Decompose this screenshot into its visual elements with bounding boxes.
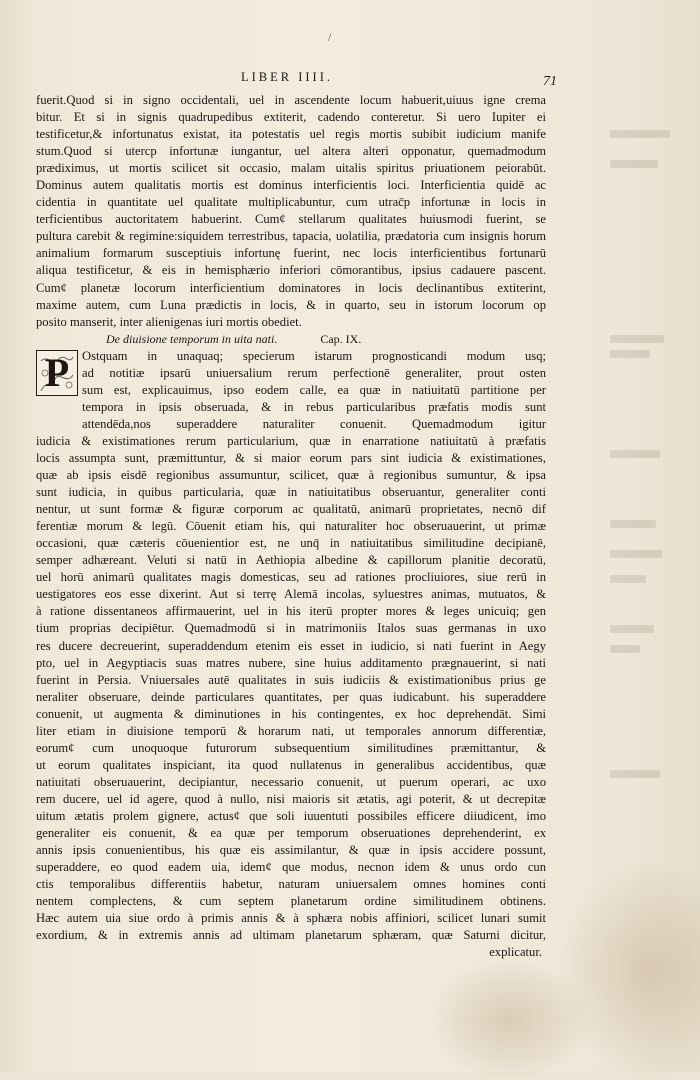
text-line: pultura carebit & regimine:siquidem terrestribus, tapacia, uolatilia, prædatoria cum insignis horum: [36, 229, 546, 244]
text-line: sunt iudicia, in quibus particularia, quæ in natiuitatibus obseruantur, generaliter conti: [36, 485, 546, 500]
text-line: semper adhæreant. Veluti si natū in Aethiopia albedine & capillorum planitie decoratū,: [36, 553, 546, 568]
text-block: [36, 92, 546, 961]
text-line: Dominus autem qualitatis mortis est dominus interficientis loci. Interficientia quidē ac: [36, 178, 546, 193]
text-line: tempora in ipsis obseruada, & in rebus particularibus præfatis modis sunt: [82, 399, 546, 414]
text-line: sum est, explicauimus, ipso eodem calle, ea quæ in natiuitatū partitione per: [82, 382, 546, 397]
text-line: maxime autem, cum Luna prædictis in locis, & in quarto, seu in istorum locorum op: [36, 297, 546, 312]
paragraph-two: [36, 433, 546, 944]
text-line: Hæc autem uia siue ordo à primis annis & à sphæra nobis affiniori, scilicet lunari sumit: [36, 911, 546, 926]
text-line: ctis temporalibus differentiis habetur, naturam uniuersalem omnes homines conti: [36, 877, 546, 892]
text-line: pto, uel in Aegyptiacis suas matres nubere, sine huius additamento prægnauerint, si nati: [36, 655, 546, 670]
text-line: nentur, ut sunt formæ & figuræ corporum ac qualitatū, animarū proprietates, necnō dif: [36, 502, 546, 517]
paragraph-two-opening: [36, 348, 546, 433]
text-line: uitum ætatis prolem gignere, actus¢ que soli iuuentuti possibiles efficere diiudicent, imo: [36, 808, 546, 823]
text-line: neraliter obseruare, deinde particulares quantitates, per quas iudicabunt. his superaddere: [36, 689, 546, 704]
text-line: stum.Quod si utercp infortunæ iungantur, uel altera alteri opponatur, quemadmodum: [36, 144, 546, 159]
initial-block: [36, 348, 546, 433]
paper-stain: [430, 960, 590, 1080]
text-line: uel horū animarū qualitates magis domesticas, seu ad rationes procliuiores, siue rerū in: [36, 570, 546, 585]
text-line: liter etiam in diuisione temporū & horarum nati, ut temporales annorum differentiæ,: [36, 723, 546, 738]
text-line: attendēda,nos superaddere naturaliter conuenit. Quemadmodum igitur: [82, 416, 546, 431]
text-line: generaliter eis conuenit, & ea quæ per temporum obseruationes deprehenderint, ex: [36, 826, 546, 841]
text-line: Cum¢ planetæ locorum interficientium dominatores in locis declinantibus extiterint,: [36, 280, 546, 295]
text-line: eorum¢ cum unoquoque futurorum subsequentium similitudines præmittantur, &: [36, 740, 546, 755]
text-line: locis assumpta sunt, præmittuntur, & si maior eorum pars sint iudicia & existimationes,: [36, 450, 546, 465]
paragraph-one: [36, 92, 546, 331]
pen-mark: /: [328, 30, 332, 44]
text-line: conuenit, ut augmenta & diminutiones in his contingentes, ex hoc deprehendāt. Simi: [36, 706, 546, 721]
folio-number: 71: [543, 74, 557, 89]
text-line: iudicia & existimationes rerum particularium, quæ in enarratione natiuitatū à præfatis: [36, 433, 546, 448]
text-line: rem ducere, uel id agere, quod à nullo, nisi maioris sit ætatis, agi poterit, & ut decrepitæ: [36, 791, 546, 806]
text-line: testificetur,& infortunatus existat, ita potestatis uel regis mortis subibit iudicium manife: [36, 127, 546, 142]
decorated-initial: [36, 350, 78, 396]
text-line: fuerit.Quod si in signo occidentali, uel in ascendente locum habuerit,uiuus igne crema: [36, 93, 546, 107]
chapter-heading: [36, 331, 546, 348]
chapter-number: Cap. IX.: [320, 331, 362, 346]
chapter-title: De diuisione temporum in uita nati.: [106, 331, 278, 346]
text-line: aliqua testificetur, & eis in hemisphærio inferiori cōmorantibus, ipsius cadauere pascent.: [36, 263, 546, 278]
text-line: à ratione dissentaneos affirmauerint, uel in his iterū propter mores & leges unicuiq; gen: [36, 604, 546, 619]
text-line: cidentia in quantitate uel qualitate multiplicabuntur, cum utrac̄p infortunæ in locis in: [36, 195, 546, 210]
text-line: ad notitiæ ipsarū uniuersalium rerum perfectionē generaliter, prout osten: [82, 365, 546, 380]
text-line: tium proprias decipiētur. Quemadmodū si in matrimoniis Italos suas germanas in uxo: [36, 621, 546, 636]
text-line: exordium, & in extremis annis ad ultimam planetarum sphæram, quæ Saturni dicitur,: [36, 928, 546, 943]
text-line: prædiximus, ut mortis scilicet sit occasio, malam uitalis spiritus priuationem peiorabūt.: [36, 161, 546, 176]
text-line: annis ipsis conuenientibus, his quæ eis assimilantur, & quæ in ipsis accidere possunt,: [36, 843, 546, 858]
running-head: LIBER IIII.: [241, 70, 334, 84]
text-line: superaddere, eo quod eadem uia, idem¢ que modus, necnon idem & unus ordo cun: [36, 860, 546, 875]
text-line: posito manserit, inter alienigenas iuri mortis obediet.: [36, 314, 302, 329]
show-through-margin: [610, 0, 690, 1072]
final-line: explicatur.: [489, 945, 542, 960]
text-line: terficientibus auctoritatem habuerint. Cum¢ stellarum qualitates huiusmodi fuerint, se: [36, 212, 546, 227]
text-line: quæ ab ipsis eisdē regionibus assumuntur, scilicet, quæ à regionibus sumuntur, & ipsa: [36, 468, 546, 483]
text-line: animalium formarum susceptiuis infortunę fuerint, nec locis interficientibus fortunarū: [36, 246, 546, 261]
text-line: bitur. Et si in signis quadrupedibus extiterit, cadendo conteretur. Si uero Iupiter ei: [36, 110, 546, 125]
text-line: fuerint in Persia. Vniuersales autē qualitates in suis iudiciis & existimationibus prius ge: [36, 672, 546, 687]
text-line: uestigatores eos esse dixerint. Aut si terrę Alemā incolas, syluestres animas, mutuatos, &: [36, 587, 546, 602]
text-line: ferentiæ morum & legū. Cōuenit etiam his, qui naturaliter hoc obseruauerint, ut primæ: [36, 519, 546, 534]
page-header: [36, 70, 556, 90]
text-line: natiuitati obseruauerint, decipiantur, necessario conuenit, ut puerum operari, ac uxo: [36, 774, 546, 789]
text-line: Ostquam in unaquaq; specierum istarum prognosticandi modum usq;: [82, 348, 546, 363]
text-line: ut eorum qualitates inspiciant, ita quod nullatenus in generalibus accidentibus, quæ: [36, 757, 546, 772]
text-line: nentem complectens, & cum septem planetarum ordine similitudinem obtinens.: [36, 894, 546, 909]
text-line: res ducere decreuerint, superaddendum etenim eis esset in iudicio, si nati fuerint in Aegy: [36, 638, 546, 653]
initial-letter: P: [44, 349, 70, 395]
text-line: occasioni, quæ cæteris cōuenientior est, ne unq̄ in natiuitatibus similitudine decipianē,: [36, 536, 546, 551]
